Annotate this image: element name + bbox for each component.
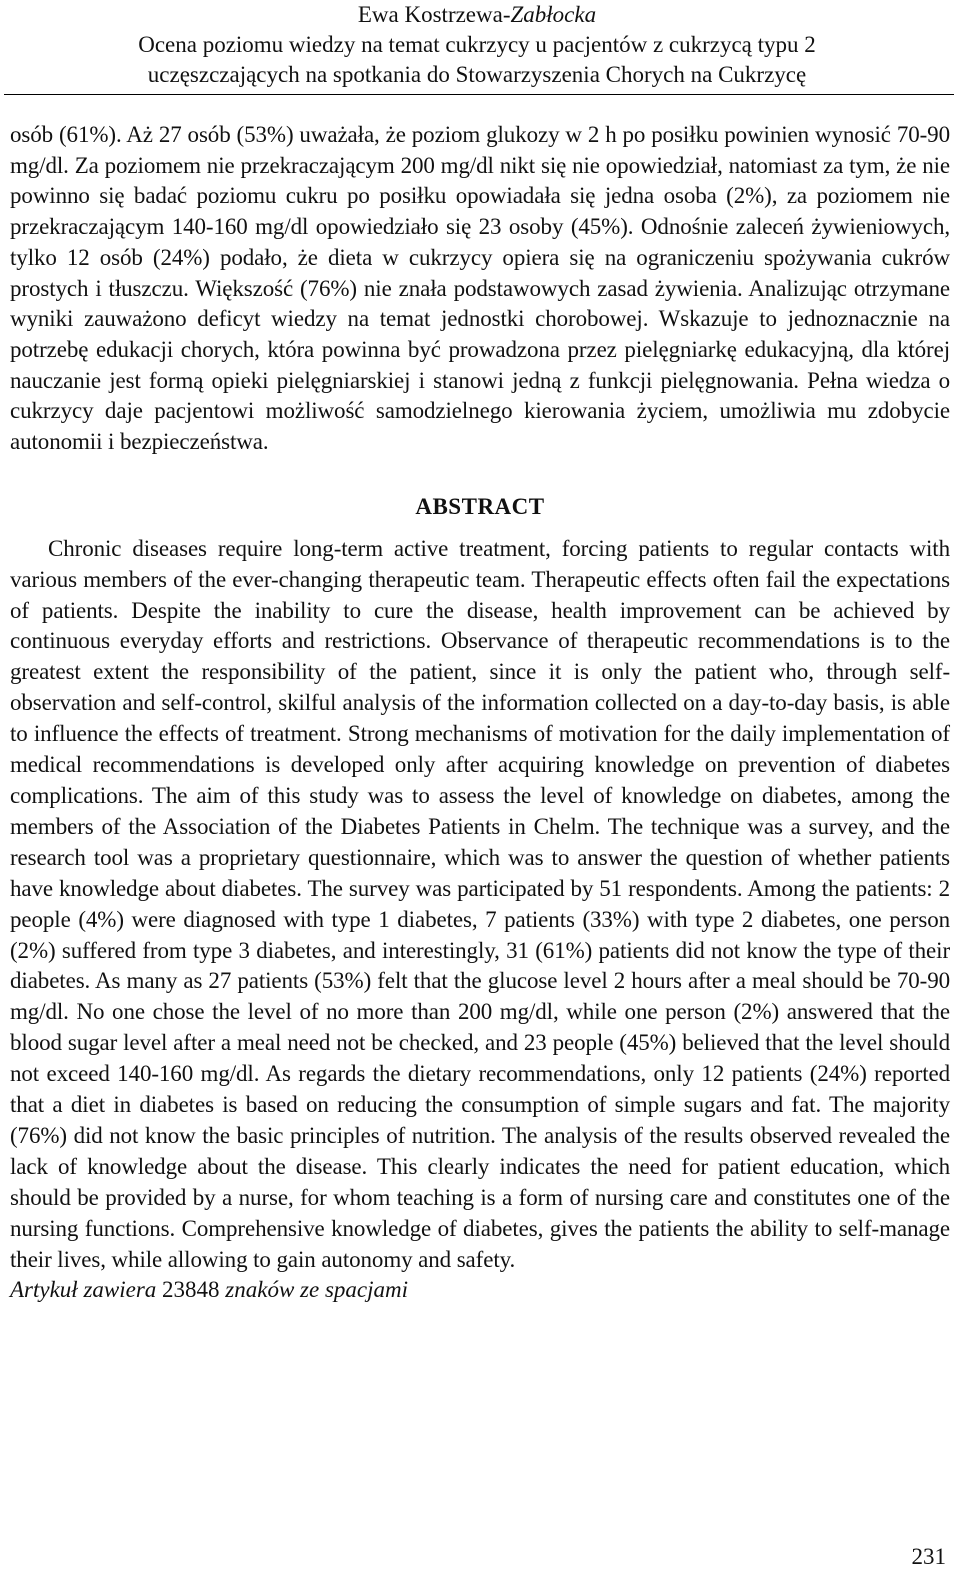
article-title-line-1: Ocena poziomu wiedzy na temat cukrzycy u pacjentów z cukrzycą typu 2: [138, 32, 816, 57]
page-number: 231: [911, 1544, 946, 1569]
header-divider: [4, 94, 954, 95]
running-header: [0, 0, 954, 90]
polish-summary-paragraph: osób (61%). Aż 27 osób (53%) uważała, że poziom glukozy w 2 h po posiłku powinien wynosić 70-90 mg/dl. Za poziomem nie przekraczającym 200 mg/dl nikt się nie opowiedział, natomiast za tym, że nie powinno się badać poziomu cukru po posiłku opowiadała się jedna osoba (2%), za poziomem nie przekraczającym 140-160 mg/dl opowiedziało się 23 osoby (45%). Odnośnie zaleceń żywieniowych, tylko 12 osób (24%) podało, że dieta w cukrzycy opiera się na ograniczeniu spożywania cukrów prostych i tłuszczu. Większość (76%) nie znała podstawowych zasad żywienia. Analizując otrzymane wyniki zauważono deficyt wiedzy na temat jednostki chorobowej. Wskazuje to jednoznacznie na potrzebę edukacji chorych, która powinna być prowadzona przez pielęgniarkę edukacyjną, dla której nauczanie jest formą opieki pielęgniarskiej i stanowi jedną z funkcji pielęgnowania. Pełna wiedza o cukrzycy daje pacjentowi możliwość samodzielnego kierowania życiem, umożliwia mu zdobycie autonomii i bezpieczeństwa.: [10, 122, 950, 455]
abstract-paragraph: Chronic diseases require long-term active treatment, forcing patients to regular contacts with various members of the ever-changing therapeutic team. Therapeutic effects often fail the expectations of patients. Despite the inability to cure the disease, health improvement can be achieved by continuous everyday efforts and restrictions. Observance of therapeutic recommendations is to the greatest extent the responsibility of the patient, since it is only the patient who, through self-observation and self-control, skilful analysis of the information collected on a day-to-day basis, is able to influence the effects of treatment. Strong mechanisms of motivation for the daily implementation of medical recommendations is developed only after acquiring knowledge on prevention of diabetes complications. The aim of this study was to assess the level of knowledge on diabetes, among the members of the Association of the Diabetes Patients in Chelm. The technique was a survey, and the research tool was a proprietary questionnaire, which was to answer the question of whether patients have knowledge about diabetes. The survey was participated by 51 respondents. Among the patients: 2 people (4%) were diagnosed with type 1 diabetes, 7 patients (33%) with type 2 diabetes, one person (2%) suffered from type 3 diabetes, and interestingly, 31 (61%) patients did not know the type of their diabetes. As many as 27 patients (53%) felt that the glucose level 2 hours after a meal should be 70-90 mg/dl. No one chose the level of no more than 200 mg/dl, while one person (2%) answered that the blood sugar level after a meal need not be checked, and 23 people (45%) believed that the level should not exceed 140-160 mg/dl. As regards the dietary recommendations, only 12 patients (24%) reported that a diet in diabetes is based on reducing the consumption of simple sugars and fat. The majority (76%) did not know the basic principles of nutrition. The analysis of the results observed revealed the lack of knowledge about the disease. This clearly indicates the need for patient education, which should be provided by a nurse, for whom teaching is a form of nursing care and constitutes one of the nursing functions. Comprehensive knowledge of diabetes, gives the patients the ability to self-manage their lives, while allowing to gain autonomy and safety.: [10, 535, 950, 1272]
author-line: [0, 0, 954, 30]
article-title-line-2: uczęszczających na spotkania do Stowarzyszenia Chorych na Cukrzycę: [147, 62, 807, 87]
character-count-note: [10, 1275, 950, 1305]
author-surname-italic: Zabłocka: [510, 2, 597, 27]
character-count-suffix: znaków ze spacjami: [219, 1277, 409, 1303]
abstract-heading: ABSTRACT: [415, 493, 545, 519]
page-content: [10, 120, 950, 1305]
character-count-number: 23848: [162, 1277, 220, 1303]
author-name: Ewa Kostrzewa-: [357, 2, 511, 27]
character-count-prefix: Artykuł zawiera: [10, 1277, 163, 1303]
